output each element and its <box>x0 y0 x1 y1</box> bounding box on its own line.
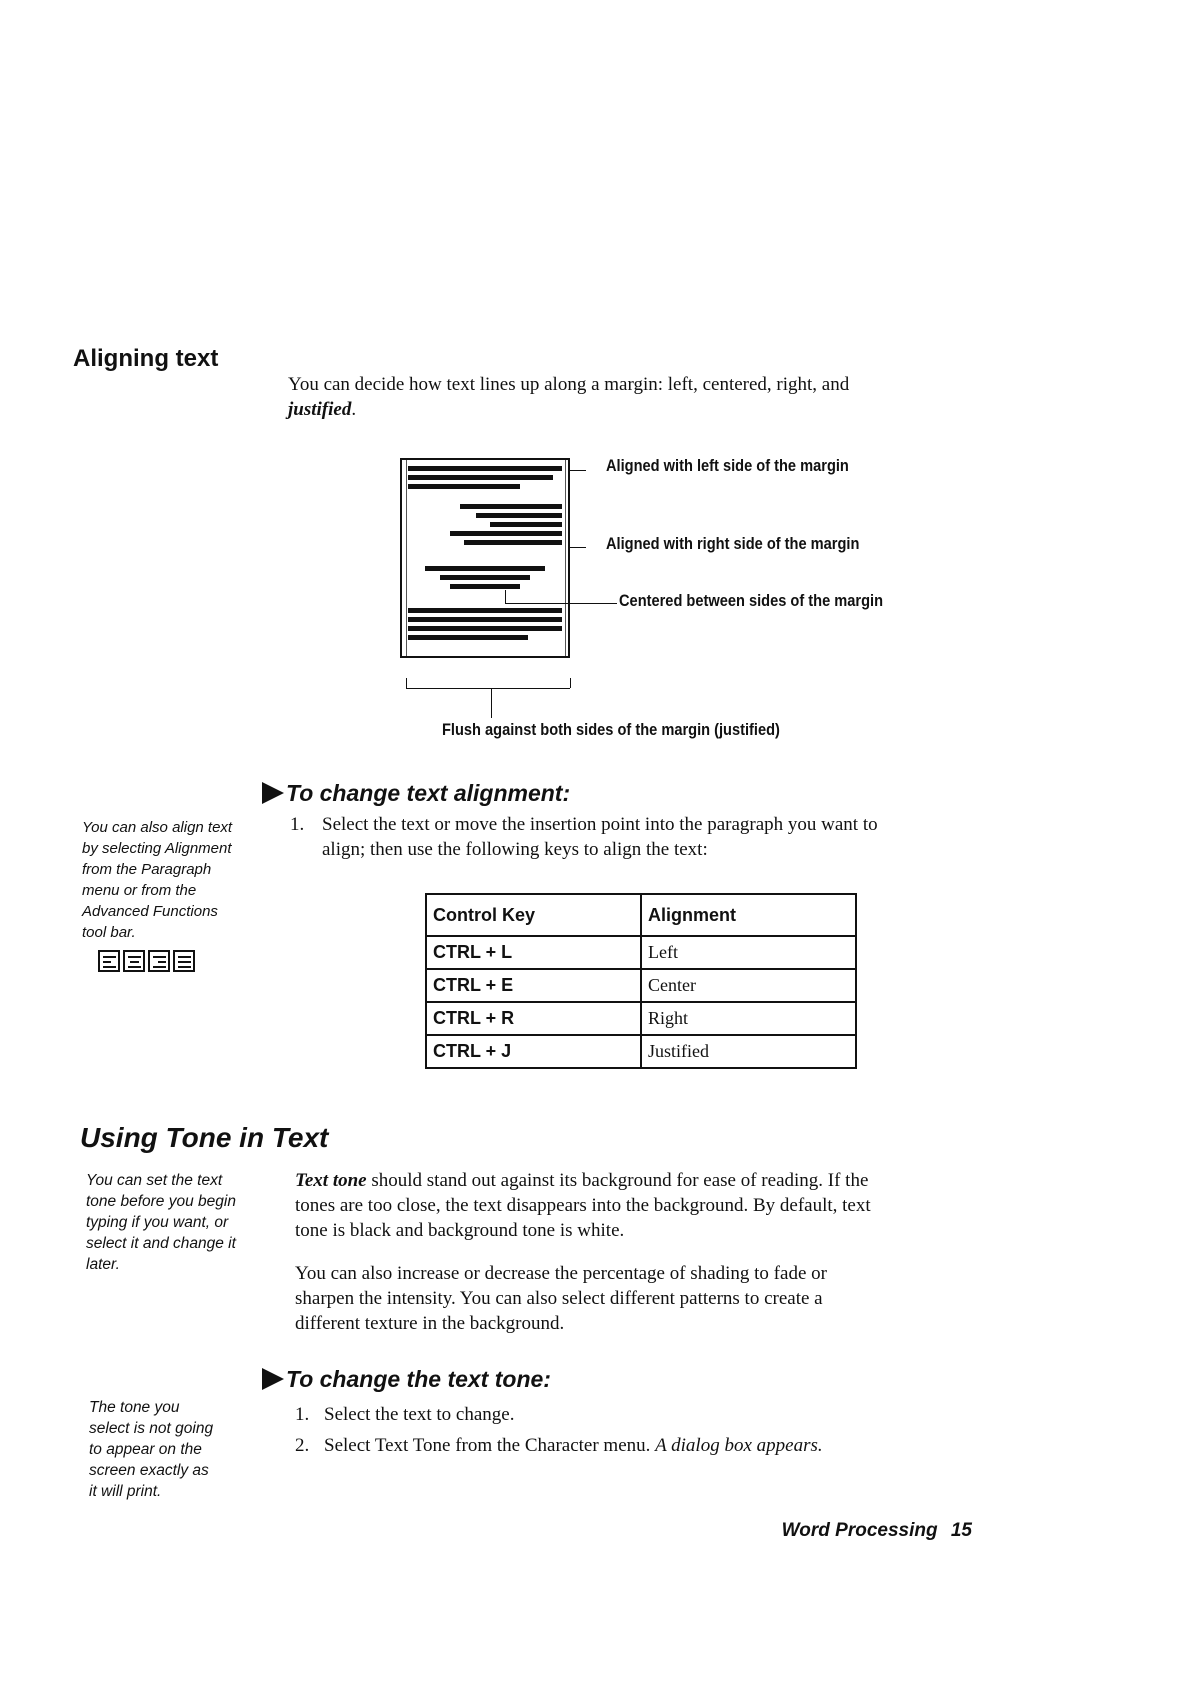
justified-line <box>408 617 562 622</box>
table-row: CTRL + E Center <box>426 969 856 1002</box>
alignment-toolbar <box>98 950 198 977</box>
table-header-row <box>426 894 856 936</box>
justified-line <box>408 626 562 631</box>
label-right-aligned: Aligned with right side of the margin <box>606 534 860 553</box>
bracket-stem <box>491 688 492 718</box>
callout-line-center <box>505 603 617 604</box>
step1-line-1: Select the text or move the insertion point into the paragraph you want to <box>322 814 878 835</box>
procedure1-step-1: 1. Select the text or move the insertion point into the paragraph you want to align; then use the following keys to align the text: <box>290 812 990 862</box>
callout-line-left <box>570 470 586 471</box>
left-aligned-line <box>408 484 520 489</box>
procedure2-steps <box>295 1402 995 1458</box>
table-row: CTRL + J Justified <box>426 1035 856 1068</box>
header-alignment: Alignment <box>641 894 856 936</box>
callout-line-center-vertical <box>505 590 506 603</box>
callout-line-right <box>570 547 586 548</box>
alignment-keys-table <box>425 893 857 1069</box>
header-control-key: Control Key <box>426 894 641 936</box>
align-left-icon <box>98 950 120 972</box>
justified-line <box>408 635 528 640</box>
procedure-title-tone: To change the text tone: <box>262 1366 551 1393</box>
procedure-title-alignment: To change text alignment: <box>262 780 570 807</box>
arrow-right-icon <box>262 1368 284 1390</box>
align-justify-icon <box>173 950 195 972</box>
footer-section-name: Word Processing <box>781 1520 938 1541</box>
table-row: CTRL + L Left <box>426 936 856 969</box>
left-aligned-line <box>408 466 562 471</box>
right-aligned-line <box>490 522 562 527</box>
page-footer <box>782 1520 972 1542</box>
procedure2-step-2: 2. Select Text Tone from the Character menu. A dialog box appears. <box>295 1435 823 1456</box>
label-justified: Flush against both sides of the margin (justified) <box>442 720 780 739</box>
page-number: 15 <box>950 1520 972 1541</box>
dialog-box-note: A dialog box appears. <box>655 1435 823 1456</box>
section-heading-aligning-text: Aligning text <box>73 345 219 372</box>
label-centered: Centered between sides of the margin <box>619 591 884 610</box>
table-row: CTRL + R Right <box>426 1002 856 1035</box>
align-right-icon <box>148 950 170 972</box>
arrow-right-icon <box>262 782 284 804</box>
procedure2-step-1: 1. Select the text to change. <box>295 1404 515 1425</box>
centered-line <box>450 584 520 589</box>
align-center-icon <box>123 950 145 972</box>
bracket-left <box>406 678 407 688</box>
text-tone-term: Text tone <box>295 1170 367 1191</box>
centered-line <box>440 575 530 580</box>
intro-paragraph: You can decide how text lines up along a margin: left, centered, right, and justified. <box>288 372 988 422</box>
justified-line <box>408 608 562 613</box>
right-aligned-line <box>464 540 562 545</box>
alignment-diagram-page <box>400 458 570 658</box>
section-heading-using-tone: Using Tone in Text <box>80 1122 329 1153</box>
sidenote-alignment: You can also align text by selecting Alignment from the Paragraph menu or from the Advanced Functions tool bar. <box>82 819 233 941</box>
right-aligned-line <box>460 504 562 509</box>
bracket-bottom <box>406 688 570 689</box>
left-aligned-line <box>408 475 553 480</box>
right-aligned-line <box>476 513 562 518</box>
right-aligned-line <box>450 531 562 536</box>
tone-paragraph-2: You can also increase or decrease the percentage of shading to fade or sharpen the intensity. You can also select different patterns to create a different texture in the background. <box>295 1263 827 1334</box>
tone-paragraph-1: Text tone should stand out against its background for ease of reading. If the tones are too close, the text disappears into the background. By default, text tone is black and background tone is white. <box>295 1170 871 1241</box>
bracket-right <box>570 678 571 688</box>
intro-line-1: You can decide how text lines up along a margin: left, centered, right, and <box>288 374 850 395</box>
centered-line <box>425 566 545 571</box>
step1-line-2: align; then use the following keys to align the text: <box>322 839 708 860</box>
justified-term: justified <box>288 399 352 420</box>
label-left-aligned: Aligned with left side of the margin <box>606 456 849 475</box>
sidenote-tone-timing: You can set the text tone before you begin typing if you want, or select it and change it later. <box>86 1172 236 1273</box>
sidenote-tone-display: The tone you select is not going to appear on the screen exactly as it will print. <box>89 1399 214 1500</box>
